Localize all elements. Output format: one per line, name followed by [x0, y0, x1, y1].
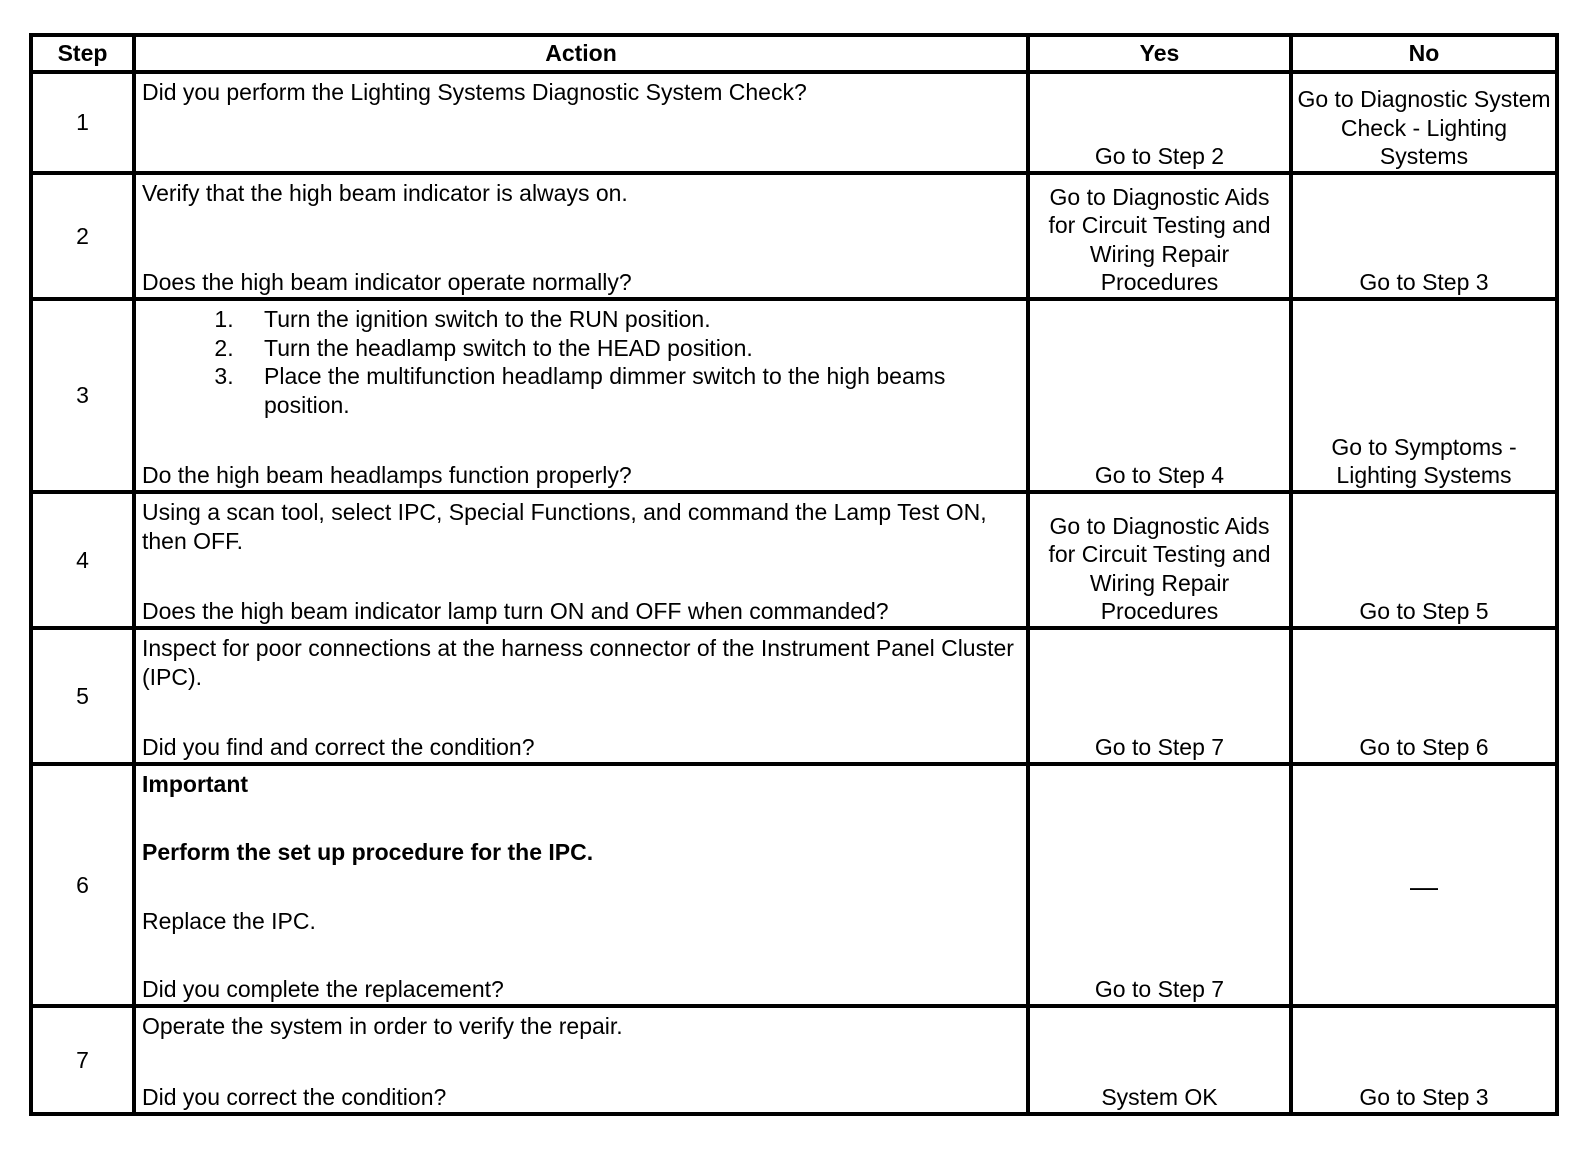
action-cell [134, 764, 1028, 1006]
action-question: Do the high beam headlamps function properly? [142, 462, 632, 489]
important-label: Important [142, 771, 249, 797]
procedure-step: 2. Turn the headlamp switch to the HEAD position. [240, 334, 1020, 363]
action-text: Verify that the high beam indicator is always on. [142, 180, 628, 206]
yes-text: Go to Diagnostic Aids for Circuit Testing and Wiring Repair Procedures [1048, 183, 1271, 296]
yes-cell [1028, 492, 1291, 628]
table-row [31, 1006, 1557, 1114]
step-number: 6 [31, 764, 134, 1006]
yes-cell [1028, 173, 1291, 299]
yes-cell [1028, 1006, 1291, 1114]
action-cell [134, 173, 1028, 299]
header-action: Action [134, 35, 1028, 72]
yes-cell [1028, 628, 1291, 764]
table-row [31, 173, 1557, 299]
no-cell [1291, 764, 1557, 1006]
diagnostic-table [29, 33, 1559, 1116]
action-question: Does the high beam indicator operate normally? [142, 269, 632, 296]
action-question: Did you complete the replacement? [142, 976, 504, 1003]
action-question: Did you correct the condition? [142, 1084, 447, 1111]
yes-text: Go to Step 7 [1094, 734, 1225, 761]
step-number: 5 [31, 628, 134, 764]
action-text: Replace the IPC. [142, 907, 316, 934]
header-row [31, 35, 1557, 72]
no-cell [1291, 1006, 1557, 1114]
yes-text: Go to Step 7 [1094, 976, 1225, 1003]
yes-text: System OK [1101, 1084, 1218, 1111]
no-cell [1291, 173, 1557, 299]
no-text: Go to Step 3 [1359, 1084, 1489, 1111]
header-no: No [1291, 35, 1557, 72]
yes-cell [1028, 299, 1291, 492]
action-cell [134, 628, 1028, 764]
action-cell [134, 492, 1028, 628]
action-text: Inspect for poor connections at the harness connector of the Instrument Panel Cluster (IPC). [142, 635, 1014, 690]
no-cell [1291, 628, 1557, 764]
important-note: Perform the set up procedure for the IPC. [142, 839, 594, 866]
table-row [31, 72, 1557, 173]
table-row [31, 492, 1557, 628]
step-number: 1 [31, 72, 134, 173]
no-text: Go to Step 5 [1359, 598, 1489, 625]
yes-cell [1028, 764, 1291, 1006]
step-number: 7 [31, 1006, 134, 1114]
step-number: 4 [31, 492, 134, 628]
yes-text: Go to Diagnostic Aids for Circuit Testing and Wiring Repair Procedures [1048, 512, 1271, 625]
no-cell [1291, 72, 1557, 173]
header-step: Step [31, 35, 134, 72]
action-text: Did you perform the Lighting Systems Diagnostic System Check? [142, 79, 807, 105]
procedure-step: 1. Turn the ignition switch to the RUN position. [240, 305, 1020, 334]
action-cell [134, 1006, 1028, 1114]
action-cell [134, 72, 1028, 173]
no-text: — [1410, 870, 1438, 902]
procedure-list [142, 305, 1020, 419]
no-text: Go to Diagnostic System Check - Lighting Systems [1297, 86, 1551, 170]
procedure-step: 3. Place the multifunction headlamp dimmer switch to the high beams position. [240, 362, 1020, 419]
header-yes: Yes [1028, 35, 1291, 72]
table-row [31, 628, 1557, 764]
table-row [31, 299, 1557, 492]
no-cell [1291, 492, 1557, 628]
action-question: Did you find and correct the condition? [142, 734, 535, 761]
yes-cell [1028, 72, 1291, 173]
no-cell [1291, 299, 1557, 492]
step-number: 3 [31, 299, 134, 492]
action-question: Does the high beam indicator lamp turn ON and OFF when commanded? [142, 598, 889, 625]
action-text: Using a scan tool, select IPC, Special Functions, and command the Lamp Test ON, then OFF. [142, 499, 987, 554]
table-row [31, 764, 1557, 1006]
action-cell [134, 299, 1028, 492]
yes-text: Go to Step 2 [1094, 143, 1225, 170]
action-text: Operate the system in order to verify the repair. [142, 1013, 623, 1039]
yes-text: Go to Step 4 [1094, 462, 1225, 489]
step-number: 2 [31, 173, 134, 299]
no-text: Go to Symptoms - Lighting Systems [1331, 433, 1517, 489]
no-text: Go to Step 6 [1359, 734, 1489, 761]
no-text: Go to Step 3 [1359, 269, 1489, 296]
